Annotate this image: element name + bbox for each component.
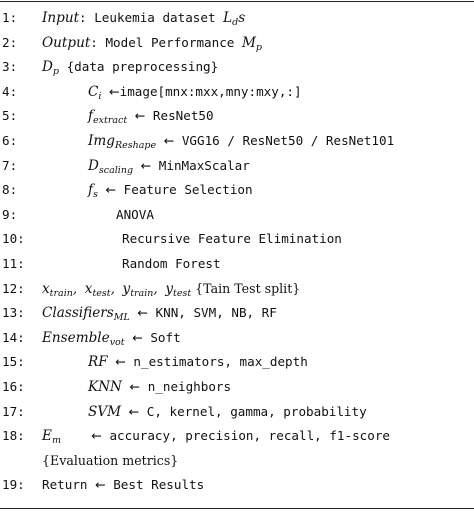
line-text: KNN, SVM, NB, RF [147, 305, 277, 321]
line-text: accuracy, precision, recall, f1-score [101, 428, 390, 444]
line-number: 4: [2, 83, 18, 99]
line-text: n_neighbors [140, 378, 232, 394]
line-content [42, 326, 181, 351]
assign-arrow-icon: ← [95, 477, 106, 493]
math-symbol: Img [88, 132, 115, 149]
output-keyword: Output [42, 34, 91, 51]
line-number: 10: [2, 231, 25, 247]
line-text: C, kernel, gamma, probability [139, 403, 367, 419]
math-symbol: Ensemble [42, 329, 110, 346]
algorithm-line-18-continuation [0, 449, 474, 474]
var-subscript: train [130, 287, 154, 299]
line-number: 13: [2, 305, 25, 321]
math-subscript: Reshape [114, 139, 157, 151]
line-number: 11: [2, 255, 25, 271]
algorithm-line-6 [0, 129, 474, 154]
line-text: MinMaxScalar [151, 157, 250, 173]
line-number: 6: [2, 132, 18, 148]
algorithm-line-9 [0, 203, 474, 228]
algorithm-line-7 [0, 154, 474, 179]
math-subscript: s [93, 189, 98, 201]
math-symbol: M [241, 34, 256, 51]
line-text: image[mnx:mxx,mny:mxy,:] [119, 83, 302, 99]
assign-arrow-icon: ← [134, 108, 146, 124]
line-text: VGG16 / ResNet50 / ResNet101 [174, 132, 395, 148]
line-text: Soft [142, 329, 181, 345]
line-content [42, 424, 390, 449]
line-content [88, 154, 250, 179]
assign-arrow-icon: ← [137, 305, 148, 321]
algorithm-line-2 [0, 31, 474, 56]
line-number: 14: [2, 329, 25, 345]
math-subscript: d [232, 17, 239, 28]
line-text: : Model Performance [90, 34, 242, 50]
algorithm-lines [0, 6, 474, 498]
line-content [42, 301, 277, 326]
line-text: Feature Selection [116, 182, 253, 198]
math-symbol: C [88, 83, 99, 100]
var-y: y [122, 280, 131, 297]
line-text: Random Forest [122, 255, 221, 271]
return-keyword: Return [42, 477, 96, 493]
assign-arrow-icon: ← [128, 403, 140, 419]
line-content [88, 350, 308, 375]
assign-arrow-icon: ← [140, 157, 152, 173]
var-subscript: train [49, 287, 73, 299]
assign-arrow-icon: ← [163, 132, 175, 148]
assign-arrow-icon: ← [105, 182, 117, 198]
input-keyword: Input [42, 10, 80, 26]
math-subscript: i [98, 90, 102, 102]
line-number: 18: [2, 428, 25, 444]
algorithm-line-1 [0, 6, 474, 31]
line-content [88, 129, 394, 154]
math-subscript: vot [109, 336, 125, 348]
math-symbol: L [223, 10, 233, 26]
math-symbol: f [88, 182, 94, 199]
math-subscript: scaling [98, 164, 134, 176]
algorithm-line-4 [0, 80, 474, 105]
algorithm-line-13 [0, 301, 474, 326]
bottom-rule [0, 508, 474, 509]
line-number: 9: [2, 206, 18, 222]
var-y: y [165, 280, 173, 297]
algorithm-line-19 [0, 473, 474, 498]
line-content [88, 375, 231, 400]
math-subscript: p [255, 41, 262, 53]
algorithm-line-18 [0, 424, 474, 449]
line-text: Best Results [105, 477, 205, 493]
line-content [42, 31, 262, 56]
var-x: x [42, 280, 50, 297]
line-text: {Evaluation metrics} [42, 452, 179, 468]
assign-arrow-icon: ← [129, 378, 141, 394]
algorithm-line-17 [0, 400, 474, 425]
line-number: 2: [2, 34, 18, 50]
math-symbol: D [42, 59, 53, 76]
math-symbol: D [88, 157, 99, 174]
math-symbol: KNN [88, 378, 122, 395]
comma: , [110, 280, 115, 297]
math-subscript: p [52, 66, 59, 78]
var-subscript: test [173, 287, 192, 299]
algorithm-line-12 [0, 277, 474, 302]
comma: , [153, 280, 158, 297]
assign-arrow-icon: ← [109, 83, 120, 99]
top-rule [0, 1, 474, 2]
line-number: 15: [2, 354, 25, 370]
algorithm-line-11 [0, 252, 474, 277]
line-content [42, 55, 218, 80]
math-symbol: f [88, 108, 94, 125]
var-x: x [84, 280, 93, 297]
math-symbol: RF [88, 354, 108, 371]
algorithm-line-14 [0, 326, 474, 351]
math-subscript: ML [113, 312, 130, 324]
algorithm-line-10 [0, 227, 474, 252]
line-number: 16: [2, 378, 25, 394]
algorithm-line-8 [0, 178, 474, 203]
algorithm-line-3 [0, 55, 474, 80]
line-number: 12: [2, 280, 25, 296]
math-symbol: Classifiers [42, 305, 114, 322]
line-number: 8: [2, 182, 18, 198]
line-content [42, 277, 300, 302]
line-number: 19: [2, 477, 25, 493]
line-text: ResNet50 [145, 108, 214, 124]
line-text: : Leukemia dataset [79, 10, 224, 25]
assign-arrow-icon: ← [91, 428, 102, 444]
math-symbol-suffix: s [238, 10, 246, 26]
math-subscript: m [51, 435, 61, 447]
line-content [88, 80, 302, 105]
line-text: ANOVA [116, 206, 154, 222]
assign-arrow-icon: ← [132, 329, 143, 345]
line-content [42, 6, 245, 31]
comma: , [72, 280, 78, 297]
line-number: 17: [2, 403, 25, 419]
line-number: 1: [2, 10, 18, 25]
algorithm-line-16 [0, 375, 474, 400]
line-content [88, 178, 253, 203]
math-symbol: SVM [88, 403, 122, 420]
line-text: n_estimators, max_depth [125, 354, 308, 370]
line-content [88, 400, 367, 425]
line-text: {data preprocessing} [59, 59, 219, 75]
line-content [42, 473, 204, 498]
var-subscript: test [92, 287, 111, 299]
line-text: {Tain Test split} [191, 280, 301, 296]
line-content [88, 104, 214, 129]
line-number: 5: [2, 108, 18, 124]
math-symbol: E [42, 428, 52, 445]
algorithm-line-5 [0, 104, 474, 129]
assign-arrow-icon: ← [115, 354, 126, 370]
math-subscript: extract [93, 115, 128, 127]
line-number: 3: [2, 59, 18, 75]
line-text: Recursive Feature Elimination [122, 231, 342, 247]
algorithm-line-15 [0, 350, 474, 375]
line-number: 7: [2, 157, 18, 173]
